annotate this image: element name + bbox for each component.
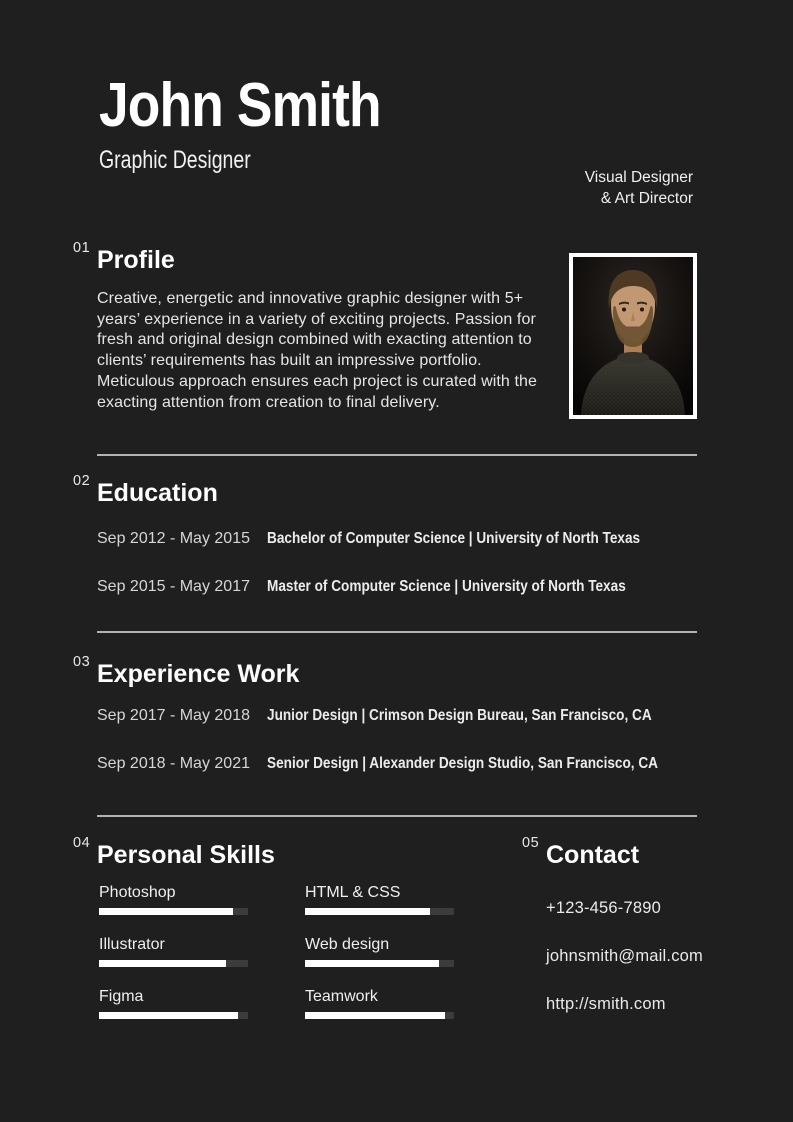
contact-section-heading	[522, 835, 639, 870]
profile-section-title: Profile	[97, 246, 175, 274]
skill-bar-fill	[99, 1012, 238, 1019]
education-dates: Sep 2015 - May 2017	[97, 578, 250, 595]
skills-section-title: Personal Skills	[97, 841, 275, 869]
contact-email: johnsmith@mail.com	[546, 947, 703, 965]
skill-label: Web design	[305, 936, 390, 953]
profile-photo	[569, 253, 697, 419]
person-role: Graphic Designer	[99, 146, 251, 174]
skill-bar-track	[305, 908, 454, 915]
skills-section-heading	[73, 835, 275, 870]
skill-bar-fill	[99, 908, 233, 915]
divider	[97, 815, 697, 817]
divider	[97, 454, 697, 456]
skill-label: Figma	[99, 988, 144, 1005]
contact-website: http://smith.com	[546, 995, 666, 1013]
skill-label: Illustrator	[99, 936, 165, 953]
education-section-heading	[73, 473, 218, 508]
education-description: Bachelor of Computer Science | University of North Texas	[267, 530, 641, 547]
education-description: Master of Computer Science | University of North Texas	[267, 578, 626, 595]
contact-section-number: 05	[522, 835, 540, 851]
skill-item	[99, 884, 249, 915]
tagline-line-1: Visual Designer	[584, 169, 693, 186]
skill-label: Teamwork	[305, 988, 378, 1005]
profile-section-number: 01	[73, 240, 91, 256]
skill-item	[99, 988, 249, 1019]
skill-bar-track	[99, 1012, 248, 1019]
person-name: John Smith	[99, 71, 381, 140]
education-section-title: Education	[97, 479, 218, 507]
experience-dates: Sep 2018 - May 2021	[97, 755, 250, 772]
skill-bar-track	[99, 908, 248, 915]
skill-label: Photoshop	[99, 884, 176, 901]
experience-description: Senior Design | Alexander Design Studio, San Francisco, CA	[267, 755, 658, 772]
skill-bar-track	[305, 1012, 454, 1019]
skill-item	[305, 988, 455, 1019]
skill-item	[305, 884, 455, 915]
skill-item	[305, 936, 455, 967]
skill-bar-fill	[99, 960, 226, 967]
divider	[97, 631, 697, 633]
skill-bar-fill	[305, 1012, 445, 1019]
experience-dates: Sep 2017 - May 2018	[97, 707, 250, 724]
skill-label: HTML & CSS	[305, 884, 401, 901]
contact-section-title: Contact	[546, 841, 640, 869]
experience-section-number: 03	[73, 654, 91, 670]
tagline	[585, 167, 693, 209]
experience-row	[97, 707, 720, 725]
experience-description: Junior Design | Crimson Design Bureau, San Francisco, CA	[267, 707, 652, 724]
portrait-illustration	[573, 257, 693, 415]
skill-bar-track	[305, 960, 454, 967]
skill-bar-track	[99, 960, 248, 967]
education-section-number: 02	[73, 473, 91, 489]
skills-section-number: 04	[73, 835, 91, 851]
experience-section-title: Experience Work	[97, 660, 300, 688]
skill-bar-fill	[305, 960, 439, 967]
education-row	[97, 578, 689, 596]
experience-row	[97, 755, 727, 773]
skill-bar-fill	[305, 908, 430, 915]
profile-summary: Creative, energetic and innovative graphic designer with 5+ years’ experience in a variety of exciting projects. Passion for fresh and original design combined with exacting attention to clients’ requirements has built an impressive portfolio. Meticulous approach ensures each project is curated with the exacting attention from creation to final delivery.	[97, 290, 538, 411]
education-dates: Sep 2012 - May 2015	[97, 530, 250, 547]
education-row	[97, 530, 706, 548]
skill-item	[99, 936, 249, 967]
profile-section-heading	[73, 240, 175, 275]
experience-section-heading	[73, 654, 299, 689]
contact-phone: +123-456-7890	[546, 899, 661, 917]
tagline-line-2: & Art Director	[600, 190, 693, 207]
